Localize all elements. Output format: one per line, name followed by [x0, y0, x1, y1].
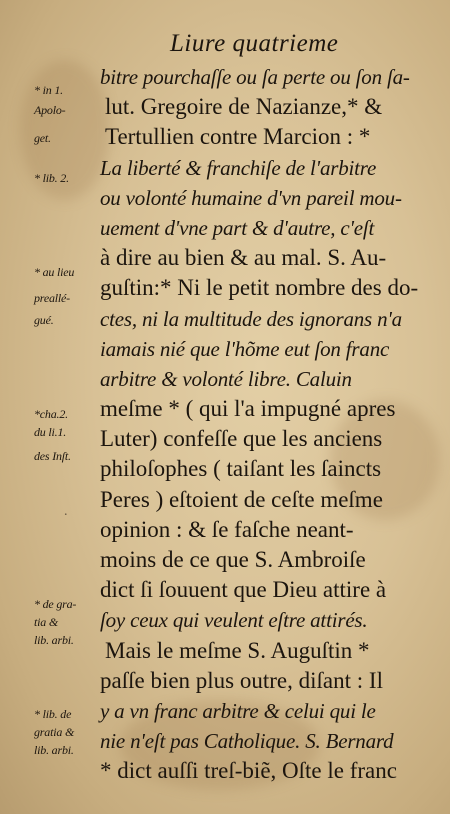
margin-note: du li.1.: [34, 425, 67, 439]
text-line: ou volonté humaine d'vn pareil mou-: [100, 185, 402, 210]
margin-note: gué.: [34, 313, 54, 327]
text-line: à dire au bien & au mal. S. Au-: [100, 245, 387, 271]
margin-note: lib. arbi.: [34, 743, 74, 757]
text-line: nie n'eſt pas Catholique. S. Bernard: [100, 729, 394, 754]
text-line: dict ſi ſouuent que Dieu attire à: [100, 577, 387, 603]
body-text: [100, 62, 435, 787]
text-line: iamais nié que l'hõme eut ſon franc: [100, 336, 390, 361]
text-line: arbitre & volonté libre. Caluin: [100, 366, 352, 391]
text-line: Tertullien contre Marcion : *: [105, 124, 371, 150]
text-line: opinion : & ſe faſche neant-: [100, 516, 354, 542]
text-line: philoſophes ( taiſant les ſaincts: [100, 456, 382, 482]
margin-note: preallé-: [34, 291, 70, 305]
margin-note: * lib. de: [34, 707, 72, 721]
text-line: meſme * ( qui l'a impugné apres: [100, 396, 396, 422]
text-line: moins de ce que S. Ambroiſe: [100, 547, 366, 572]
margin-note: gratia &: [34, 725, 75, 739]
text-line: Mais le meſme S. Auguſtin *: [105, 637, 370, 663]
margin-note: lib. arbi.: [34, 633, 74, 647]
text-line: y a vn franc arbitre & celui qui le: [100, 698, 376, 723]
margin-note: * in 1.: [34, 83, 63, 97]
margin-note: *cha.2.: [34, 407, 68, 421]
running-head: Liure quatrieme: [170, 30, 339, 57]
text-line: La liberté & franchiſe de l'arbitre: [100, 155, 377, 180]
margin-note: get.: [34, 131, 51, 145]
margin-note: * au lieu: [34, 265, 75, 279]
text-line: * dict auſſi treſ-biẽ, Oſte le franc: [100, 758, 397, 784]
margin-notes: [34, 0, 106, 814]
text-line: Peres ) eſtoient de ceſte meſme: [100, 486, 383, 512]
text-line: ctes, ni la multitude des ignorans n'a: [100, 306, 402, 331]
text-line: guſtin:* Ni le petit nombre des do-: [100, 275, 419, 301]
text-line: lut. Gregoire de Nazianze,* &: [105, 94, 383, 120]
text-line: paſſe bien plus outre, diſant : Il: [100, 667, 383, 693]
margin-note: Apolo-: [34, 103, 66, 117]
text-line: Luter) confeſſe que les anciens: [100, 426, 383, 452]
margin-note: des Inſt.: [34, 449, 71, 463]
stray-mark: .: [64, 504, 68, 519]
text-line: uement d'vne part & d'autre, c'eſt: [100, 215, 375, 240]
margin-note: * de gra-: [34, 597, 77, 611]
margin-note: tia &: [34, 615, 59, 629]
text-line: ſoy ceux qui veulent eſtre attirés.: [100, 608, 368, 633]
margin-note: * lib. 2.: [34, 171, 69, 185]
text-line: bitre pourchaſſe ou ſa perte ou ſon ſa-: [100, 65, 410, 89]
